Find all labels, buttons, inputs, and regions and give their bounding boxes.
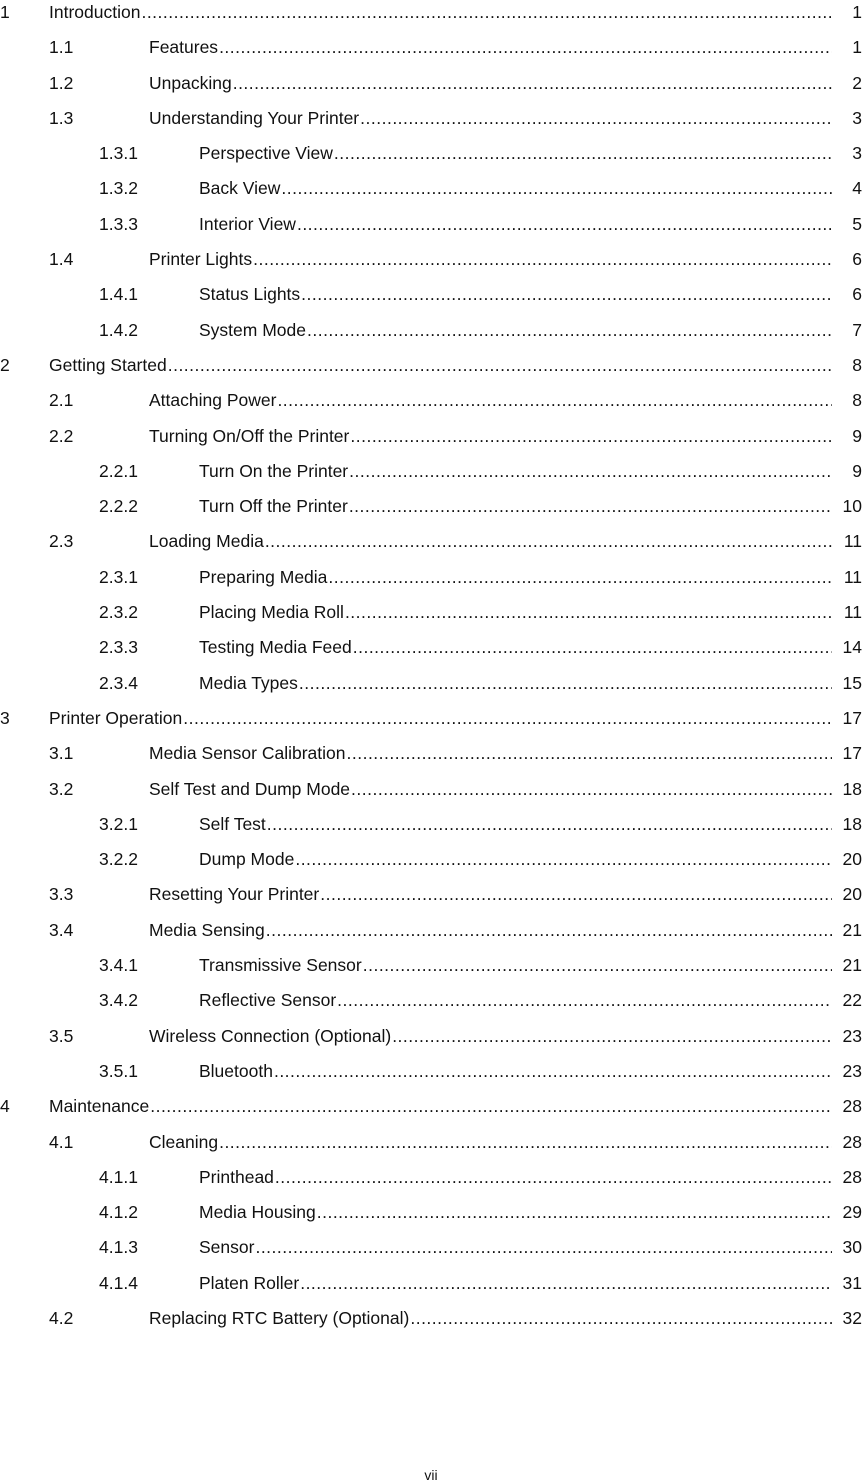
toc-entry-title: Platen Roller: [199, 1272, 300, 1293]
dot-leader: [182, 706, 832, 730]
toc-entry-title: Status Lights: [199, 284, 301, 305]
toc-entry-number: 3.1: [49, 743, 74, 764]
toc-entry-line: [0, 1130, 862, 1154]
toc-entry-title: Back View: [199, 178, 281, 199]
toc-entry[interactable]: [0, 812, 862, 847]
toc-entry[interactable]: [0, 635, 862, 670]
toc-entry-title: Unpacking: [149, 72, 232, 93]
toc-entry-page-number: 1: [852, 2, 862, 22]
toc-entry-title: Maintenance: [49, 1096, 150, 1117]
toc-entry-page-number: 17: [842, 707, 862, 728]
dot-leader: [336, 988, 832, 1012]
toc-entry-title: Turning On/Off the Printer: [149, 425, 350, 446]
dot-leader: [319, 882, 832, 906]
dot-leader: [294, 847, 832, 871]
toc-entry-title: Media Housing: [199, 1202, 316, 1223]
toc-entry[interactable]: [0, 777, 862, 812]
toc-entry-page-number: 28: [842, 1131, 862, 1152]
toc-entry-number: 2.3: [49, 531, 74, 552]
toc-entry-title-cell: [199, 847, 832, 871]
dot-leader: [391, 1024, 832, 1048]
toc-entry-line: [0, 35, 862, 59]
toc-entry-title-cell: [149, 247, 832, 271]
toc-entry-number: 2: [0, 354, 10, 375]
toc-entry-title: Placing Media Roll: [199, 602, 344, 623]
toc-entry-number: 4.2: [49, 1307, 74, 1328]
toc-entry[interactable]: [0, 1235, 862, 1270]
toc-entry-number: 3.2: [49, 778, 74, 799]
toc-entry-title: Sensor: [199, 1237, 255, 1258]
dot-leader: [149, 1094, 832, 1118]
toc-entry-number: 3.4.2: [99, 990, 138, 1011]
toc-entry-title: Attaching Power: [149, 390, 277, 411]
toc-entry-title-cell: [199, 176, 832, 200]
toc-entry-title: Printer Lights: [149, 249, 253, 270]
toc-entry[interactable]: [0, 882, 862, 917]
toc-entry-title-cell: [199, 671, 832, 695]
toc-entry-title: Reflective Sensor: [199, 990, 337, 1011]
toc-entry-title-cell: [199, 459, 832, 483]
toc-entry-title-cell: [149, 388, 832, 412]
toc-entry-line: [0, 353, 862, 377]
dot-leader: [349, 424, 832, 448]
toc-entry-title-cell: [199, 988, 832, 1012]
toc-entry-page-number: 3: [852, 107, 862, 128]
toc-entry[interactable]: [0, 1024, 862, 1059]
dot-leader: [276, 388, 832, 412]
toc-entry-page-number: 22: [842, 990, 862, 1011]
dot-leader: [359, 106, 832, 130]
toc-entry-line: [0, 212, 862, 236]
toc-entry-number: 1.3: [49, 107, 74, 128]
toc-entry-title-cell: [49, 1094, 832, 1118]
toc-entry-line: [0, 247, 862, 271]
toc-entry-title-cell: [199, 635, 832, 659]
toc-entry-line: [0, 1200, 862, 1224]
toc-entry-title: Self Test: [199, 813, 266, 834]
toc-entry-page-number: 31: [842, 1272, 862, 1293]
toc-entry[interactable]: [0, 282, 862, 317]
toc-entry-title-cell: [149, 1130, 832, 1154]
toc-entry-title-cell: [199, 1271, 832, 1295]
toc-entry-number: 3.5.1: [99, 1060, 138, 1081]
toc-entry-line: [0, 635, 862, 659]
toc-entry-title-cell: [149, 529, 832, 553]
toc-entry[interactable]: [0, 0, 862, 35]
toc-entry-number: 1.4: [49, 249, 74, 270]
toc-entry[interactable]: [0, 247, 862, 282]
toc-entry-number: 3.5: [49, 1025, 74, 1046]
toc-entry-line: [0, 1235, 862, 1259]
toc-entry-number: 2.2.1: [99, 460, 138, 481]
toc-entry[interactable]: [0, 600, 862, 635]
dot-leader: [299, 1271, 832, 1295]
dot-leader: [274, 1165, 832, 1189]
toc-entry-number: 1: [0, 2, 10, 22]
toc-entry-title: Loading Media: [149, 531, 264, 552]
toc-entry-page-number: 18: [842, 813, 862, 834]
dot-leader: [280, 176, 832, 200]
dot-leader: [140, 0, 832, 24]
dot-leader: [300, 282, 832, 306]
toc-entry-title: Cleaning: [149, 1131, 219, 1152]
toc-entry-number: 2.3.2: [99, 602, 138, 623]
toc-entry-title: Turn On the Printer: [199, 460, 349, 481]
toc-entry-page-number: 11: [843, 531, 862, 552]
dot-leader: [348, 459, 832, 483]
toc-entry-number: 2.2.2: [99, 496, 138, 517]
toc-entry-page-number: 17: [842, 743, 862, 764]
toc-entry-line: [0, 1306, 862, 1330]
toc-entry-page-number: 6: [852, 249, 862, 270]
toc-entry-page-number: 23: [842, 1060, 862, 1081]
toc-entry-page-number: 15: [842, 672, 862, 693]
toc-entry-title-cell: [149, 106, 832, 130]
dot-leader: [306, 318, 832, 342]
dot-leader: [296, 212, 832, 236]
toc-entry[interactable]: [0, 953, 862, 988]
dot-leader: [352, 635, 832, 659]
dot-leader: [350, 777, 832, 801]
toc-entry-number: 4.1.2: [99, 1202, 138, 1223]
toc-entry[interactable]: [0, 706, 862, 741]
toc-entry-number: 4.1.1: [99, 1166, 138, 1187]
toc-entry-line: [0, 494, 862, 518]
toc-entry-number: 1.3.3: [99, 213, 138, 234]
toc-entry-title-cell: [49, 706, 832, 730]
toc-entry-line: [0, 388, 862, 412]
toc-entry[interactable]: [0, 459, 862, 494]
toc-entry[interactable]: [0, 141, 862, 176]
toc-entry-line: [0, 671, 862, 695]
dot-leader: [344, 600, 832, 624]
toc-entry-page-number: 9: [852, 460, 862, 481]
dot-leader: [266, 812, 832, 836]
toc-entry-page-number: 21: [842, 955, 862, 976]
toc-entry-title-cell: [199, 812, 832, 836]
toc-entry-title: Preparing Media: [199, 566, 328, 587]
toc-entry-page-number: 11: [843, 566, 862, 587]
toc-entry-page-number: 28: [842, 1166, 862, 1187]
toc-entry-title: Bluetooth: [199, 1060, 273, 1081]
toc-entry-line: [0, 953, 862, 977]
toc-entry[interactable]: [0, 318, 862, 353]
toc-entry-line: [0, 1094, 862, 1118]
toc-entry[interactable]: [0, 1094, 862, 1129]
toc-entry-title-cell: [199, 494, 832, 518]
toc-entry-number: 3.3: [49, 884, 74, 905]
toc-entry-line: [0, 1271, 862, 1295]
toc-entry-number: 1.4.1: [99, 284, 138, 305]
dot-leader: [346, 741, 833, 765]
toc-entry-title-cell: [149, 1306, 832, 1330]
toc-entry-number: 2.3.1: [99, 566, 138, 587]
toc-entry-number: 4.1.4: [99, 1272, 138, 1293]
dot-leader: [218, 1130, 832, 1154]
toc-entry-number: 1.2: [49, 72, 74, 93]
toc-entry-title-cell: [199, 953, 832, 977]
toc-entry-page-number: 10: [842, 496, 862, 517]
toc-entry-page-number: 6: [852, 284, 862, 305]
toc-entry-line: [0, 1165, 862, 1189]
toc-entry-number: 3.4.1: [99, 955, 138, 976]
toc-entry-title-cell: [149, 424, 832, 448]
toc-entry[interactable]: [0, 741, 862, 776]
toc-entry[interactable]: [0, 529, 862, 564]
toc-entry-number: 1.3.2: [99, 178, 138, 199]
toc-entry-number: 3.2.2: [99, 849, 138, 870]
toc-entry-title: System Mode: [199, 319, 306, 340]
dot-leader: [252, 247, 832, 271]
toc-entry[interactable]: [0, 565, 862, 600]
toc-entry-number: 3.2.1: [99, 813, 138, 834]
toc-entry-number: 2.1: [49, 390, 74, 411]
dot-leader: [265, 918, 832, 942]
toc-entry-line: [0, 777, 862, 801]
dot-leader: [409, 1306, 832, 1330]
toc-entry-line: [0, 882, 862, 906]
toc-entry[interactable]: [0, 1059, 862, 1094]
toc-entry-title-cell: [199, 141, 832, 165]
toc-entry-page-number: 28: [842, 1096, 862, 1117]
dot-leader: [348, 494, 832, 518]
toc-entry[interactable]: [0, 106, 862, 141]
dot-leader: [254, 1235, 832, 1259]
toc-entry-title: Features: [149, 37, 219, 58]
dot-leader: [167, 353, 832, 377]
toc-entry-line: [0, 459, 862, 483]
toc-entry-page-number: 8: [852, 354, 862, 375]
toc-entry-title-cell: [199, 318, 832, 342]
toc-entry-title: Perspective View: [199, 143, 333, 164]
toc-entry[interactable]: [0, 353, 862, 388]
toc-entry-page-number: 9: [852, 425, 862, 446]
toc-entry[interactable]: [0, 388, 862, 423]
toc-entry-page-number: 14: [842, 637, 862, 658]
toc-entry[interactable]: [0, 494, 862, 529]
toc-entry-title-cell: [149, 882, 832, 906]
toc-entry[interactable]: [0, 1306, 862, 1341]
toc-entry-title: Media Sensing: [149, 919, 265, 940]
toc-entry-number: 3: [0, 707, 10, 728]
toc-entry-title: Interior View: [199, 213, 296, 234]
toc-entry-title-cell: [149, 1024, 832, 1048]
toc-entry-page-number: 7: [852, 319, 862, 340]
toc-entry-page-number: 20: [842, 849, 862, 870]
toc-entry-number: 1.3.1: [99, 143, 138, 164]
toc-entry-page-number: 21: [842, 919, 862, 940]
toc-entry-page-number: 8: [852, 390, 862, 411]
toc-entry-page-number: 18: [842, 778, 862, 799]
toc-entry-page-number: 5: [852, 213, 862, 234]
toc-entry[interactable]: [0, 71, 862, 106]
toc-entry-line: [0, 529, 862, 553]
toc-entry-title-cell: [199, 565, 832, 589]
toc-entry-page-number: 23: [842, 1025, 862, 1046]
toc-entry[interactable]: [0, 1200, 862, 1235]
toc-entry-title-cell: [199, 1059, 832, 1083]
toc-entry-line: [0, 847, 862, 871]
toc-entry-title-cell: [149, 35, 832, 59]
toc-entry-title-cell: [199, 600, 832, 624]
toc-entry-title: Wireless Connection (Optional): [149, 1025, 392, 1046]
toc-entry-title: Printhead: [199, 1166, 274, 1187]
dot-leader: [273, 1059, 832, 1083]
toc-entry-page-number: 2: [852, 72, 862, 93]
toc-entry-title-cell: [199, 282, 832, 306]
dot-leader: [232, 71, 832, 95]
dot-leader: [218, 35, 832, 59]
toc-entry-number: 2.3.4: [99, 672, 138, 693]
toc-entry-number: 1.1: [49, 37, 74, 58]
toc-entry-title: Printer Operation: [49, 707, 183, 728]
toc-entry-number: 4.1: [49, 1131, 74, 1152]
toc-entry-line: [0, 565, 862, 589]
toc-entry-line: [0, 106, 862, 130]
toc-entry-line: [0, 706, 862, 730]
toc-entry-line: [0, 318, 862, 342]
toc-entry-page-number: 20: [842, 884, 862, 905]
toc-entry-title-cell: [199, 1200, 832, 1224]
toc-entry-title: Dump Mode: [199, 849, 295, 870]
toc-entry-line: [0, 918, 862, 942]
toc-entry-title: Transmissive Sensor: [199, 955, 362, 976]
toc-entry[interactable]: [0, 1165, 862, 1200]
toc-entry-title-cell: [49, 0, 832, 24]
dot-leader: [327, 565, 832, 589]
toc-entry-title-cell: [49, 353, 832, 377]
toc-entry-title: Testing Media Feed: [199, 637, 352, 658]
toc-entry-page-number: 3: [852, 143, 862, 164]
toc-entry-title: Turn Off the Printer: [199, 496, 348, 517]
toc-entry-page-number: 29: [842, 1202, 862, 1223]
toc-entry[interactable]: [0, 212, 862, 247]
toc-entry-number: 2.3.3: [99, 637, 138, 658]
toc-entry-line: [0, 141, 862, 165]
toc-entry[interactable]: [0, 424, 862, 459]
toc-entry-line: [0, 812, 862, 836]
page-number-footer: vii: [424, 1467, 438, 1483]
toc-entry-page-number: 32: [842, 1307, 862, 1328]
toc-entry[interactable]: [0, 671, 862, 706]
toc-entry-title: Media Types: [199, 672, 298, 693]
toc-entry-line: [0, 1059, 862, 1083]
toc-entry-line: [0, 1024, 862, 1048]
toc-entry[interactable]: [0, 918, 862, 953]
toc-entry-line: [0, 0, 862, 24]
toc-entry-title: Resetting Your Printer: [149, 884, 320, 905]
toc-entry-title: Understanding Your Printer: [149, 107, 360, 128]
toc-entry-title: Introduction: [49, 2, 141, 22]
dot-leader: [362, 953, 832, 977]
toc-entry[interactable]: [0, 1271, 862, 1306]
toc-entry-page-number: 4: [852, 178, 862, 199]
toc-entry-number: 4.1.3: [99, 1237, 138, 1258]
toc-entry[interactable]: [0, 35, 862, 70]
toc-entry-line: [0, 71, 862, 95]
toc-entry-title: Self Test and Dump Mode: [149, 778, 351, 799]
toc-entry-line: [0, 741, 862, 765]
toc-entry-line: [0, 424, 862, 448]
toc-entry-number: 2.2: [49, 425, 74, 446]
toc-entry-title-cell: [199, 1235, 832, 1259]
toc-entry-line: [0, 600, 862, 624]
toc-entry-line: [0, 282, 862, 306]
dot-leader: [333, 141, 832, 165]
toc-entry-line: [0, 176, 862, 200]
toc-entry-page-number: 1: [852, 37, 862, 58]
toc-entry-title: Replacing RTC Battery (Optional): [149, 1307, 410, 1328]
toc-entry[interactable]: [0, 847, 862, 882]
toc-entry-title-cell: [149, 71, 832, 95]
toc-entry-title-cell: [199, 1165, 832, 1189]
toc-entry[interactable]: [0, 988, 862, 1023]
toc-entry-title: Getting Started: [49, 354, 167, 375]
toc-entry-page-number: 11: [843, 602, 862, 623]
toc-entry-title-cell: [149, 918, 832, 942]
toc-entry-page-number: 30: [842, 1237, 862, 1258]
toc-entry[interactable]: [0, 1130, 862, 1165]
toc-entry-title: Media Sensor Calibration: [149, 743, 346, 764]
toc-entry-number: 3.4: [49, 919, 74, 940]
dot-leader: [316, 1200, 832, 1224]
dot-leader: [264, 529, 832, 553]
toc-entry-number: 4: [0, 1096, 10, 1117]
toc-entry-title-cell: [199, 212, 832, 236]
toc-entry-line: [0, 988, 862, 1012]
dot-leader: [298, 671, 832, 695]
toc-entry-title-cell: [149, 741, 832, 765]
toc-entry-number: 1.4.2: [99, 319, 138, 340]
toc-entry[interactable]: [0, 176, 862, 211]
toc-entry-title-cell: [149, 777, 832, 801]
